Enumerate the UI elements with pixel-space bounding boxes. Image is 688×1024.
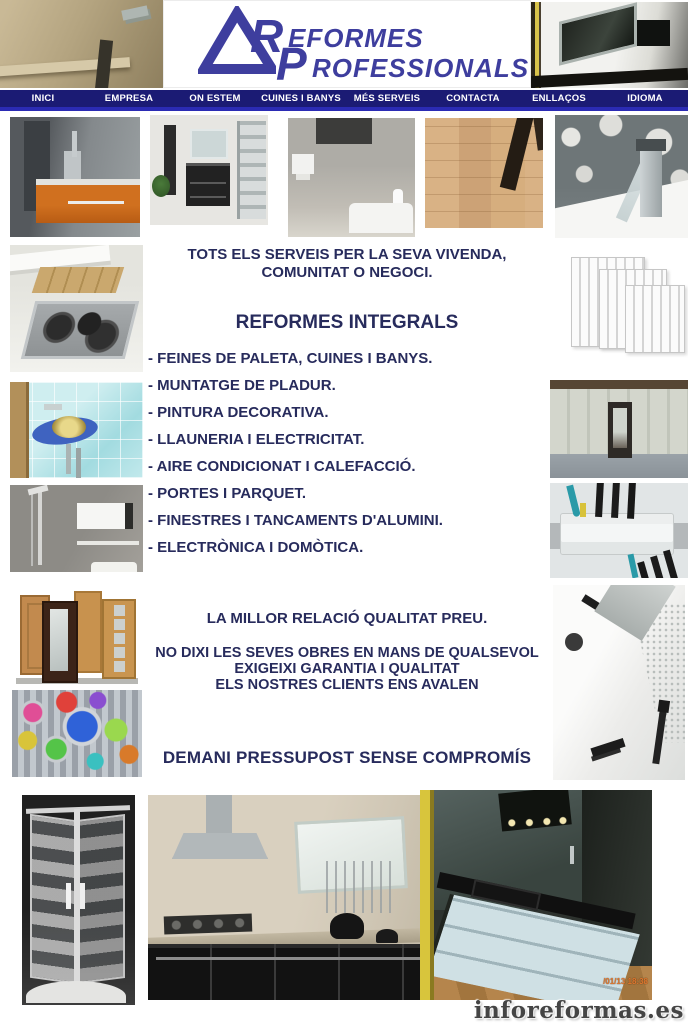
photo-detail [94,39,113,88]
range-hood-shape [172,833,268,859]
gallery-photo-faucet [555,115,688,238]
gallery-photo-parquet [425,118,543,228]
photo-detail [102,599,136,679]
nav-item-cuines-i-banys[interactable]: CUINES I BANYS [261,93,341,104]
photo-detail [44,404,62,410]
service-item: - FEINES DE PALETA, CUINES I BANYS. [148,350,433,367]
gallery-photo-blue-kitchen [420,790,652,1000]
range-hood-shape [559,2,637,65]
intro-line-2: COMUNITAT O NEGOCI. [261,264,433,281]
photo-detail [186,163,230,206]
site-watermark: inforeformas.es [473,997,684,1024]
service-item: - LLAUNERIA I ELECTRICITAT. [148,431,365,448]
main-nav [0,90,688,111]
photo-detail [532,118,543,151]
photo-detail [156,957,420,960]
photo-detail [663,550,678,578]
nav-item-contacta[interactable]: CONTACTA [446,93,500,104]
gallery-photo-grey-bathroom [288,118,415,237]
photo-detail [164,913,253,934]
photo-detail [580,503,586,517]
warning-text [148,645,546,693]
cta-text: DEMANI PRESSUPOST SENSE COMPROMÍS [162,748,532,767]
services-list [148,351,546,567]
logo-word-reformes: EFORMES [288,23,424,53]
photo-detail [565,633,583,651]
photo-detail [77,814,125,984]
photo-detail [628,554,639,578]
photo-detail [38,489,42,565]
photo-detail [420,790,434,1000]
faucet-shape [121,5,149,20]
photo-detail [26,981,126,1003]
photo-detail [52,416,86,438]
photo-detail [190,129,228,159]
gallery-photo-breakers [550,483,688,578]
gallery-photo-dark-kitchen [148,795,420,1000]
photo-detail [608,402,632,458]
photo-detail [330,913,364,939]
photo-detail [91,562,137,572]
nav-item-mes-serveis[interactable]: MÉS SERVEIS [353,93,421,104]
logo-letter-r: R [250,10,284,62]
photo-detail [570,846,574,864]
gallery-photo-drawer [10,245,143,372]
photo-detail [640,147,662,217]
service-item: - PORTES I PARQUET. [148,485,307,502]
photo-detail [326,861,396,913]
photo-detail [77,503,133,529]
photo-detail [237,121,266,219]
photo-detail [500,118,534,191]
photo-detail [560,513,674,555]
gallery-photo-blue-bathroom [10,382,143,478]
gallery-photo-grey-shower [10,485,143,572]
photo-detail [74,809,80,985]
header-photo-kitchen [531,2,688,88]
service-item: - MUNTATGE DE PLADUR. [148,377,336,394]
section-title: REFORMES INTEGRALS [235,312,459,333]
photo-detail [636,139,666,151]
service-item: - AIRE CONDICIONAT I CALEFACCIÓ. [148,458,416,475]
gallery-photo-doors [12,585,142,688]
photo-detail [148,944,420,1000]
photo-detail [32,267,124,293]
photo-detail [68,201,124,204]
logo-word-professionals: ROFESSIONALS [312,53,530,83]
photo-detail [21,301,139,359]
gallery-photo-radiators [565,253,688,358]
service-item: - ELECTRÒNICA I DOMÒTICA. [148,539,364,556]
gallery-photo-orange-kitchen [10,117,140,237]
photo-detail [292,154,314,174]
photo-detail [72,131,77,157]
photo-detail [42,601,78,683]
photo-detail [152,175,170,197]
service-item: - FINESTRES I TANCAMENTS D'ALUMINI. [148,512,443,529]
nav-item-enllacos[interactable]: ENLLAÇOS [532,93,586,104]
photo-detail [625,285,685,353]
logo-letter-p: P [276,38,307,90]
nav-item-idioma[interactable]: IDIOMA [627,93,663,104]
warning-line-1: NO DIXI LES SEVES OBRES EN MANS DE QUALSEVOL [155,645,539,661]
intro-line-1: TOTS ELS SERVEIS PER LA SEVA VIVENDA, [187,246,507,263]
range-hood-shape [498,790,572,832]
photo-detail [66,883,71,909]
photo-detail [77,541,139,545]
photo-detail [74,591,102,673]
photo-detail [531,68,688,88]
gallery-photo-shower-enclosure [22,795,135,1005]
nav-item-inici[interactable]: INICI [31,93,55,104]
gallery-photo-shower-spray [553,585,685,780]
gallery-photo-paints [12,690,142,777]
intro-text [148,246,546,282]
nav-item-on-estem[interactable]: ON ESTEM [189,93,241,104]
photo-detail [206,795,232,835]
warning-line-2: EXIGEIXI GARANTIA I QUALITAT [234,661,460,677]
service-item: - PINTURA DECORATIVA. [148,404,329,421]
photo-detail [349,203,413,233]
photo-timestamp: /01/13 18:38 [603,977,648,986]
warning-line-3: ELS NOSTRES CLIENTS ENS AVALEN [215,677,479,693]
quality-line: LA MILLOR RELACIÓ QUALITAT PREU. [206,610,488,627]
photo-detail [590,738,625,757]
gallery-photo-plasterboard [550,380,688,478]
gallery-photo-vanity [150,115,268,225]
photo-detail [10,382,29,478]
nav-item-empresa[interactable]: EMPRESA [104,93,154,104]
photo-detail [316,118,372,144]
site-logo[interactable] [163,0,531,88]
photo-detail [66,444,71,474]
header-photo-bathtub [0,0,163,88]
